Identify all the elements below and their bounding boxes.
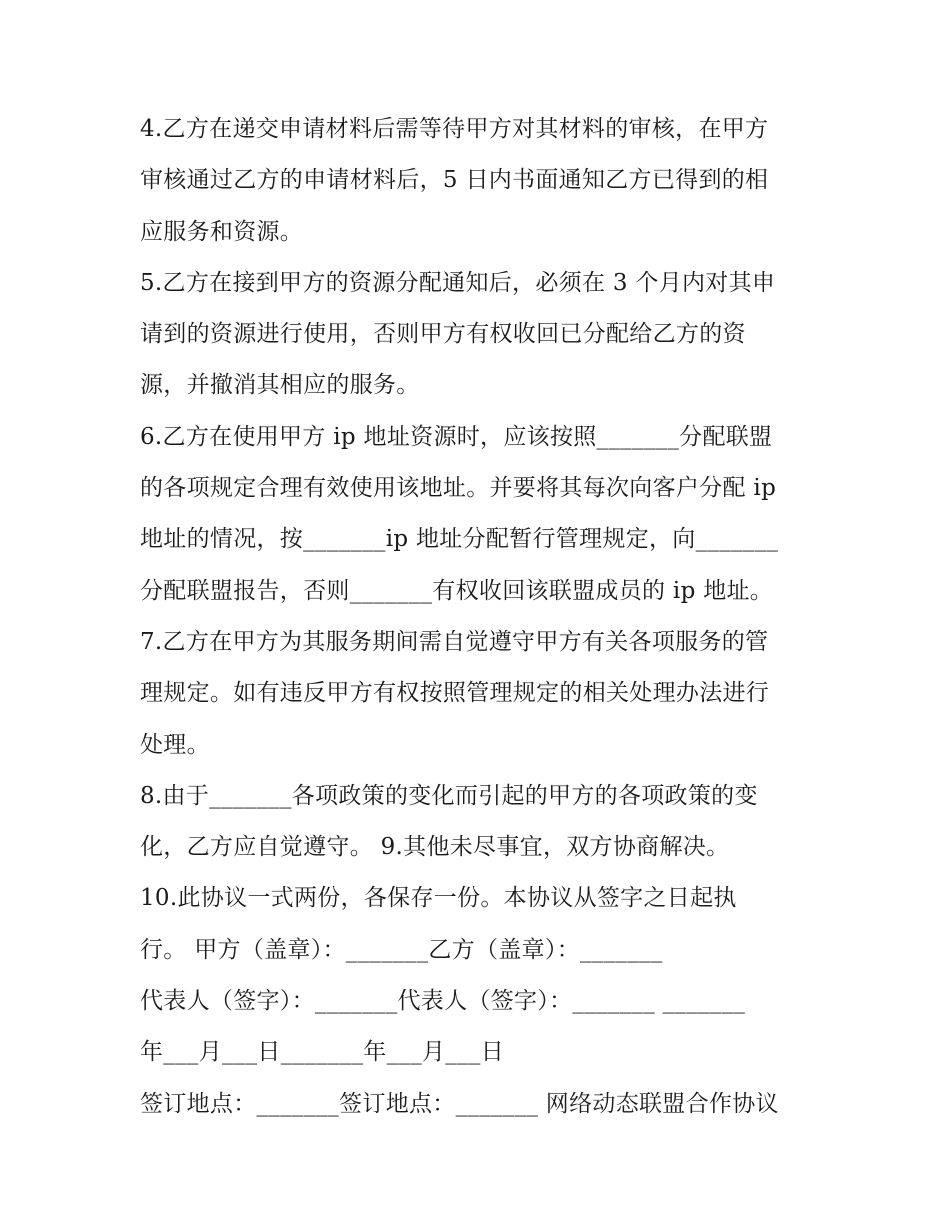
document-body: [140, 104, 820, 1130]
text-line: 的各项规定合理有效使用该地址。并要将其每次向客户分配 ip: [140, 475, 777, 502]
text-line: 行。 甲方（盖章）：_______乙方（盖章）：_______: [140, 936, 663, 963]
text-line: 7.乙方在甲方为其服务期间需自觉遵守甲方有关各项服务的管: [140, 628, 769, 655]
text-line: 审核通过乙方的申请材料后，5 日内书面通知乙方已得到的相: [140, 167, 769, 194]
text-line: 化，乙方应自觉遵守。 9.其他未尽事宜，双方协商解决。: [140, 834, 730, 861]
text-line: 请到的资源进行使用，否则甲方有权收回已分配给乙方的资: [140, 321, 746, 348]
text-line: 年___月___日_______年___月___日: [140, 1039, 504, 1066]
text-line: 应服务和资源。: [140, 218, 304, 245]
text-line: 处理。: [140, 731, 210, 758]
text-line: 5.乙方在接到甲方的资源分配通知后，必须在 3 个月内对其申: [140, 269, 776, 296]
text-line: 理规定。如有违反甲方有权按照管理规定的相关处理办法进行: [140, 680, 770, 707]
text-line: 10.此协议一式两份，各保存一份。本协议从签字之日起执: [140, 885, 737, 912]
text-line: 分配联盟报告，否则_______有权收回该联盟成员的 ip 地址。: [140, 577, 774, 604]
text-line: 代表人（签字）：_______代表人（签字）：_______ _______: [140, 988, 746, 1015]
text-line: 8.由于_______各项政策的变化而引起的甲方的各项政策的变: [140, 782, 758, 809]
text-line: 6.乙方在使用甲方 ip 地址资源时，应该按照_______分配联盟: [140, 423, 773, 450]
text-line: 4.乙方在递交申请材料后需等待甲方对其材料的审核，在甲方: [140, 116, 769, 142]
text-line: 签订地点：_______签订地点：_______ 网络动态联盟合作协议: [140, 1090, 779, 1117]
text-line: 地址的情况，按_______ip 地址分配暂行管理规定，向_______: [140, 526, 779, 553]
text-line: 源，并撤消其相应的服务。: [140, 372, 420, 399]
